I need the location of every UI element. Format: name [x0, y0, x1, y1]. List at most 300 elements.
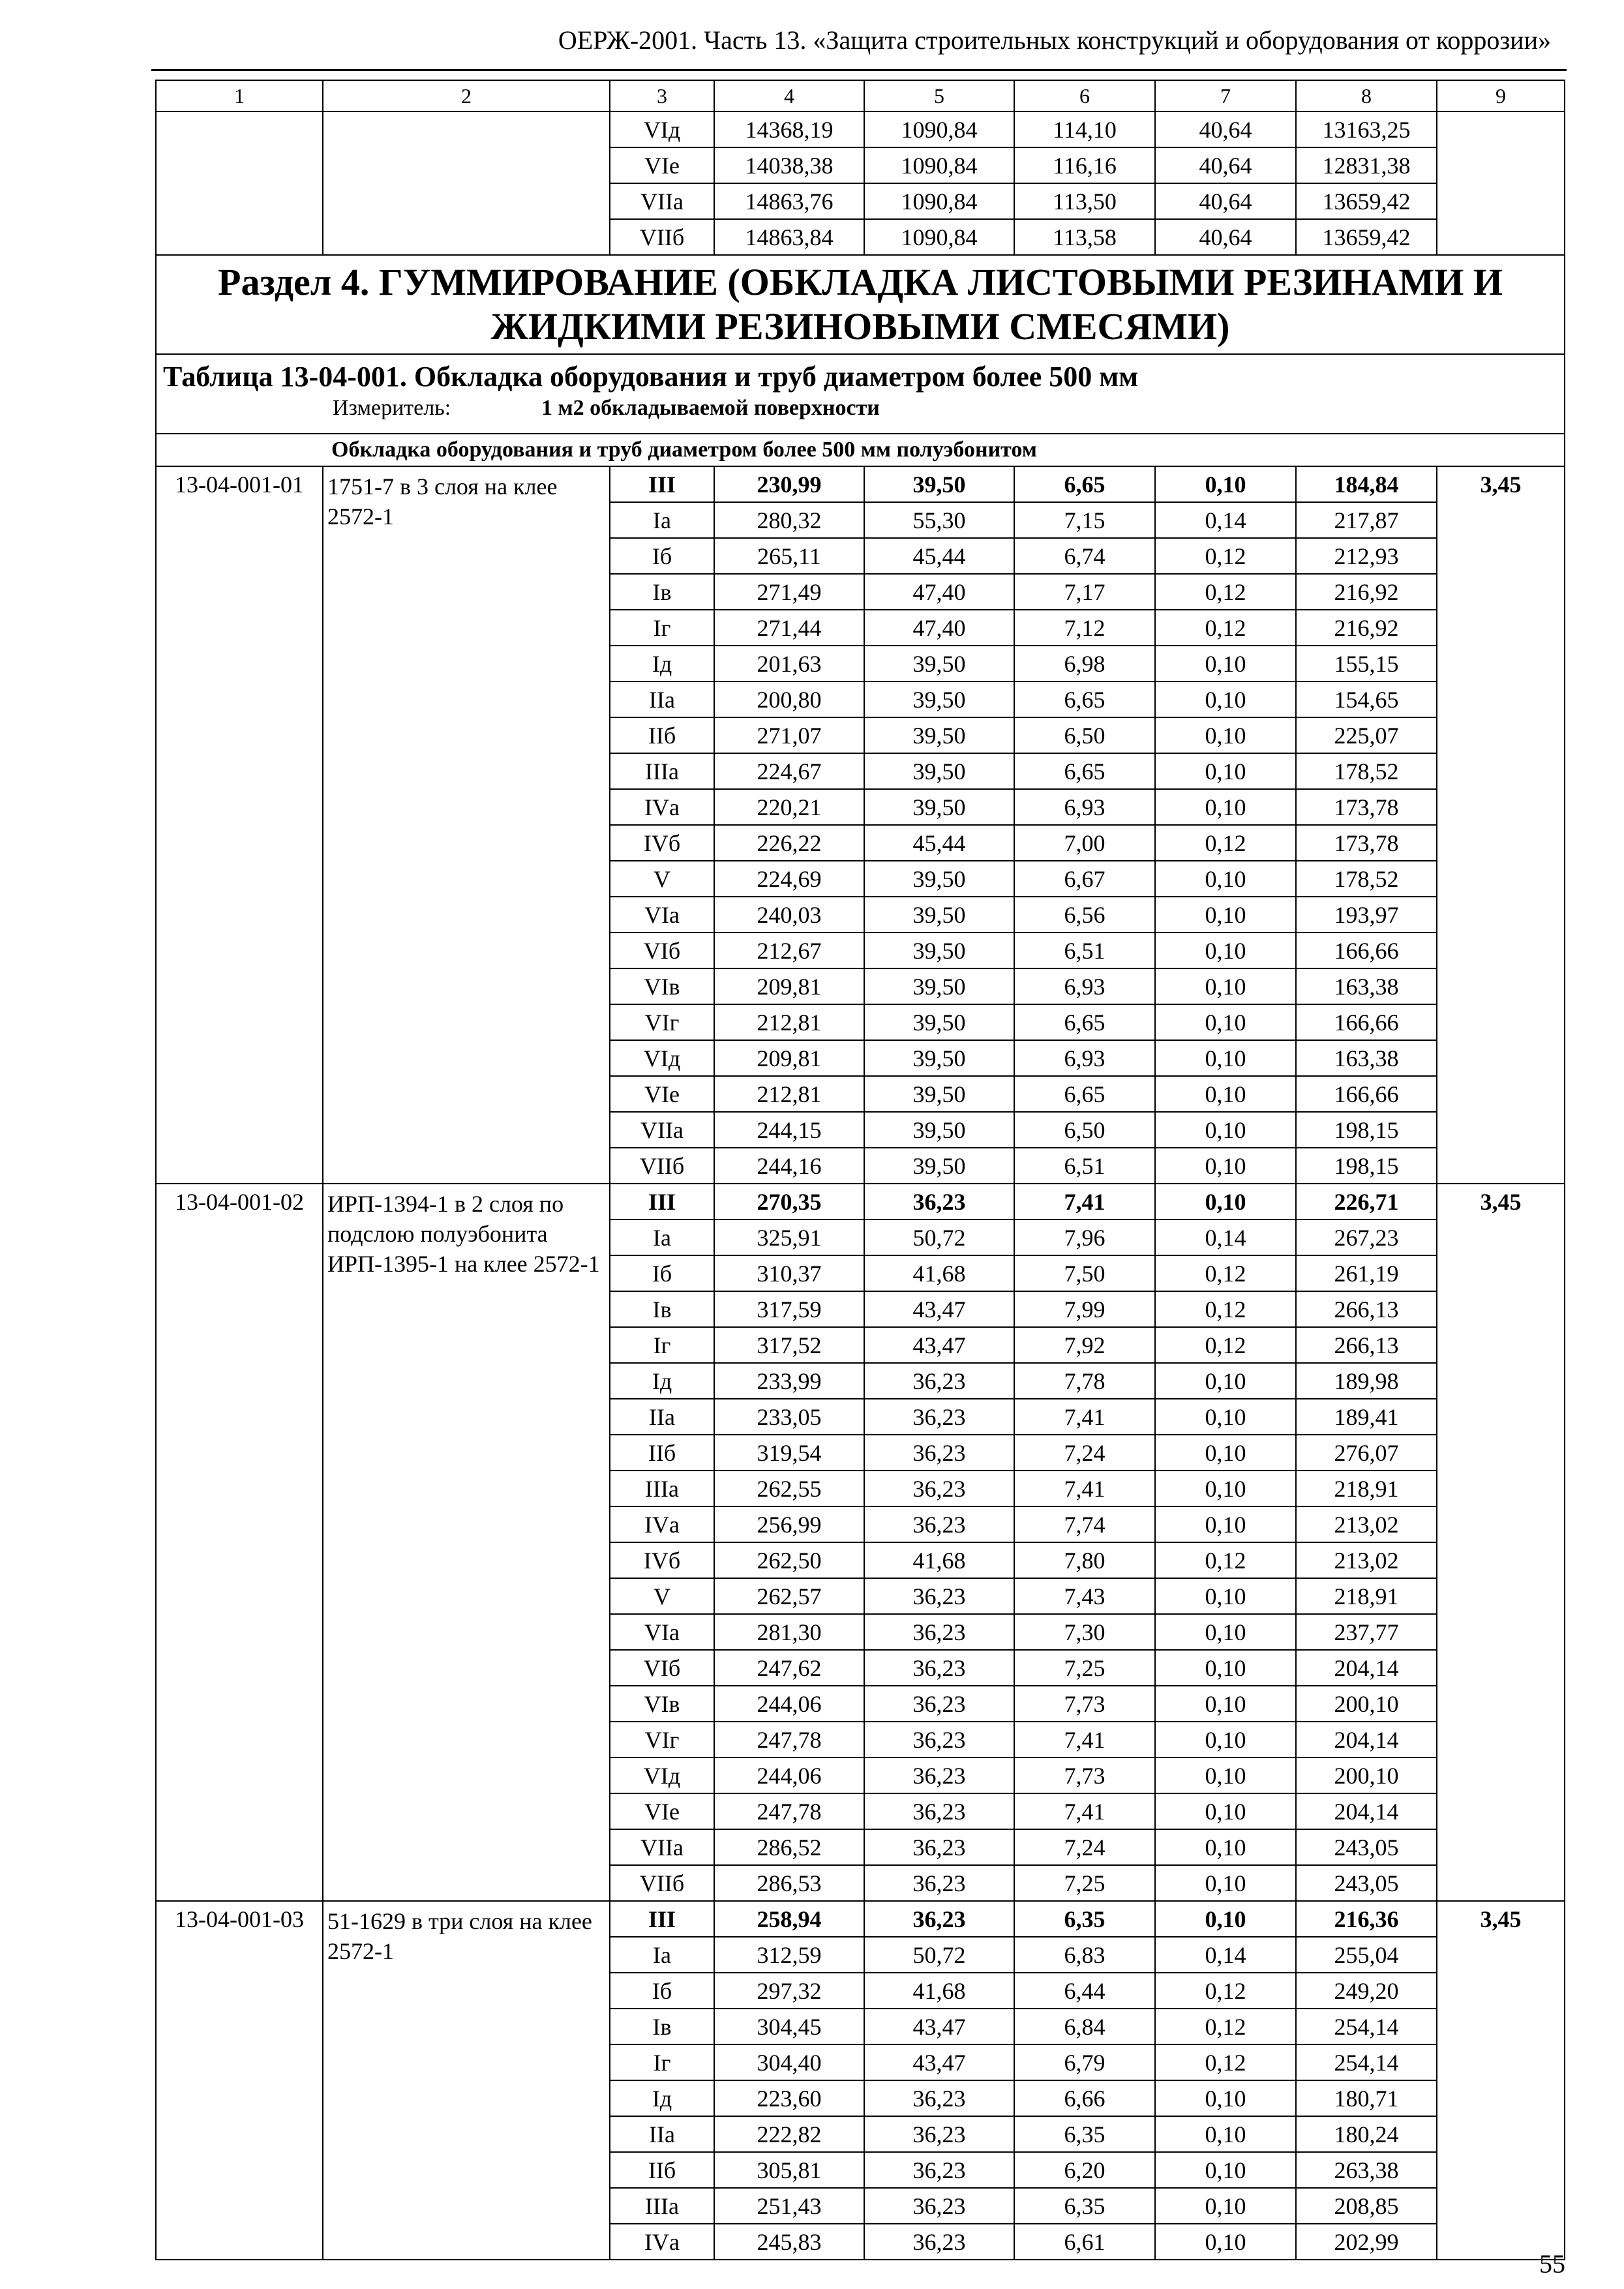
zone-cell: Iд: [610, 646, 714, 681]
value-cell: 6,79: [1014, 2044, 1155, 2080]
value-cell: 218,91: [1296, 1471, 1437, 1506]
zone-cell: VIе: [610, 147, 714, 183]
value-cell: 173,78: [1296, 825, 1437, 861]
value-cell: 6,56: [1014, 897, 1155, 933]
table-row: [156, 466, 1565, 502]
value-cell: 6,61: [1014, 2224, 1155, 2260]
value-cell: 6,50: [1014, 1112, 1155, 1148]
value-cell: 7,24: [1014, 1829, 1155, 1865]
value-cell: 0,10: [1155, 1435, 1296, 1471]
table-title-row: [156, 354, 1565, 434]
item-description: 1751-7 в 3 слоя на клее 2572-1: [323, 466, 610, 1184]
zone-cell: VIд: [610, 1758, 714, 1793]
empty-code-cell: [156, 112, 323, 255]
value-cell: 36,23: [864, 1506, 1014, 1542]
value-cell: 36,23: [864, 1722, 1014, 1758]
value-cell: 184,84: [1296, 466, 1437, 502]
value-cell: 198,15: [1296, 1148, 1437, 1184]
header-rule: [151, 69, 1567, 71]
value-cell: 262,57: [714, 1578, 864, 1614]
value-cell: 40,64: [1155, 112, 1296, 147]
value-cell: 0,10: [1155, 1004, 1296, 1040]
value-cell: 233,99: [714, 1363, 864, 1399]
value-cell: 0,14: [1155, 1937, 1296, 1973]
value-cell: 0,10: [1155, 1148, 1296, 1184]
column-number: 7: [1155, 80, 1296, 112]
value-cell: 0,10: [1155, 646, 1296, 681]
value-cell: 166,66: [1296, 933, 1437, 968]
continuation-row: [156, 112, 1565, 147]
value-cell: 36,23: [864, 1829, 1014, 1865]
value-cell: 6,65: [1014, 1076, 1155, 1112]
zone-cell: III: [610, 466, 714, 502]
value-cell: 113,58: [1014, 219, 1155, 255]
value-cell: 317,59: [714, 1291, 864, 1327]
value-cell: 0,10: [1155, 2116, 1296, 2152]
value-cell: 244,16: [714, 1148, 864, 1184]
value-cell: 325,91: [714, 1219, 864, 1255]
value-cell: 244,15: [714, 1112, 864, 1148]
value-cell: 36,23: [864, 2152, 1014, 2188]
value-cell: 217,87: [1296, 502, 1437, 538]
value-cell: 0,10: [1155, 1112, 1296, 1148]
value-cell: 230,99: [714, 466, 864, 502]
zone-cell: Iг: [610, 2044, 714, 2080]
value-cell: 36,23: [864, 1901, 1014, 1937]
value-cell: 209,81: [714, 968, 864, 1004]
value-cell: 201,63: [714, 646, 864, 681]
value-cell: 224,67: [714, 753, 864, 789]
value-cell: 6,35: [1014, 2116, 1155, 2152]
value-cell: 0,10: [1155, 1865, 1296, 1901]
value-cell: 189,98: [1296, 1363, 1437, 1399]
value-cell: 178,52: [1296, 753, 1437, 789]
value-cell: 310,37: [714, 1255, 864, 1291]
zone-cell: IIа: [610, 2116, 714, 2152]
zone-cell: IVб: [610, 1542, 714, 1578]
value-cell: 266,13: [1296, 1291, 1437, 1327]
value-cell: 43,47: [864, 1327, 1014, 1363]
value-cell: 36,23: [864, 1578, 1014, 1614]
zone-cell: VIа: [610, 1614, 714, 1650]
value-cell: 39,50: [864, 789, 1014, 825]
value-cell: 212,67: [714, 933, 864, 968]
value-cell: 7,80: [1014, 1542, 1155, 1578]
value-cell: 7,24: [1014, 1435, 1155, 1471]
value-cell: 6,51: [1014, 933, 1155, 968]
value-cell: 40,64: [1155, 219, 1296, 255]
value-cell: 36,23: [864, 2080, 1014, 2116]
value-cell: 247,78: [714, 1722, 864, 1758]
value-cell: 0,10: [1155, 753, 1296, 789]
zone-cell: Iб: [610, 1255, 714, 1291]
value-cell: 212,81: [714, 1076, 864, 1112]
value-cell: 0,12: [1155, 610, 1296, 646]
value-cell: 39,50: [864, 1112, 1014, 1148]
zone-cell: VIе: [610, 1793, 714, 1829]
value-cell: 256,99: [714, 1506, 864, 1542]
value-cell: 6,66: [1014, 2080, 1155, 2116]
value-cell: 261,19: [1296, 1255, 1437, 1291]
item-code: 13-04-001-01: [156, 466, 323, 1184]
value-cell: 6,65: [1014, 753, 1155, 789]
item-description: ИРП-1394-1 в 2 слоя по подслою полуэбонита ИРП-1395-1 на клее 2572-1: [323, 1184, 610, 1901]
value-cell: 244,06: [714, 1686, 864, 1722]
value-cell: 222,82: [714, 2116, 864, 2152]
zone-cell: Iб: [610, 1973, 714, 2009]
column-number: 4: [714, 80, 864, 112]
value-cell: 0,10: [1155, 1471, 1296, 1506]
value-cell: 6,44: [1014, 1973, 1155, 2009]
value-cell: 263,38: [1296, 2152, 1437, 2188]
value-cell: 36,23: [864, 1435, 1014, 1471]
value-cell: 7,25: [1014, 1650, 1155, 1686]
page-number: 55: [1539, 2249, 1565, 2279]
value-cell: 40,64: [1155, 183, 1296, 219]
empty-description-cell: [323, 112, 610, 255]
value-cell: 267,23: [1296, 1219, 1437, 1255]
value-cell: 40,64: [1155, 147, 1296, 183]
value-cell: 226,22: [714, 825, 864, 861]
value-cell: 254,14: [1296, 2009, 1437, 2044]
value-cell: 43,47: [864, 2009, 1014, 2044]
value-cell: 6,20: [1014, 2152, 1155, 2188]
value-cell: 7,41: [1014, 1399, 1155, 1435]
value-cell: 225,07: [1296, 717, 1437, 753]
zone-cell: IIIа: [610, 1471, 714, 1506]
empty-col9-cell: [1437, 112, 1565, 255]
value-cell: 6,98: [1014, 646, 1155, 681]
item-col9: 3,45: [1437, 1901, 1565, 2260]
value-cell: 266,13: [1296, 1327, 1437, 1363]
zone-cell: V: [610, 1578, 714, 1614]
measure-label: Измеритель:: [333, 396, 451, 420]
zone-cell: IVб: [610, 825, 714, 861]
zone-cell: VIб: [610, 1650, 714, 1686]
value-cell: 39,50: [864, 466, 1014, 502]
zone-cell: IVа: [610, 1506, 714, 1542]
value-cell: 262,50: [714, 1542, 864, 1578]
value-cell: 0,10: [1155, 933, 1296, 968]
zone-cell: VIIа: [610, 1112, 714, 1148]
value-cell: 0,10: [1155, 2224, 1296, 2260]
zone-cell: IIа: [610, 1399, 714, 1435]
value-cell: 50,72: [864, 1937, 1014, 1973]
value-cell: 209,81: [714, 1040, 864, 1076]
value-cell: 237,77: [1296, 1614, 1437, 1650]
value-cell: 304,40: [714, 2044, 864, 2080]
value-cell: 208,85: [1296, 2188, 1437, 2224]
value-cell: 114,10: [1014, 112, 1155, 147]
value-cell: 166,66: [1296, 1076, 1437, 1112]
value-cell: 213,02: [1296, 1542, 1437, 1578]
item-col9: 3,45: [1437, 1184, 1565, 1901]
value-cell: 312,59: [714, 1937, 864, 1973]
value-cell: 154,65: [1296, 681, 1437, 717]
zone-cell: VIIб: [610, 219, 714, 255]
zone-cell: Iа: [610, 1937, 714, 1973]
value-cell: 0,10: [1155, 1578, 1296, 1614]
value-cell: 173,78: [1296, 789, 1437, 825]
zone-cell: IIб: [610, 2152, 714, 2188]
value-cell: 39,50: [864, 1040, 1014, 1076]
value-cell: 39,50: [864, 968, 1014, 1004]
value-cell: 249,20: [1296, 1973, 1437, 2009]
item-code: 13-04-001-02: [156, 1184, 323, 1901]
measure-value: 1 м2 обкладываемой поверхности: [541, 396, 880, 420]
value-cell: 0,10: [1155, 861, 1296, 897]
value-cell: 0,12: [1155, 1542, 1296, 1578]
value-cell: 1090,84: [864, 112, 1014, 147]
zone-cell: Iа: [610, 1219, 714, 1255]
value-cell: 0,10: [1155, 1901, 1296, 1937]
value-cell: 6,83: [1014, 1937, 1155, 1973]
value-cell: 36,23: [864, 1686, 1014, 1722]
value-cell: 0,12: [1155, 538, 1296, 574]
value-cell: 204,14: [1296, 1793, 1437, 1829]
value-cell: 113,50: [1014, 183, 1155, 219]
value-cell: 243,05: [1296, 1865, 1437, 1901]
zone-cell: Iб: [610, 538, 714, 574]
value-cell: 39,50: [864, 897, 1014, 933]
value-cell: 216,36: [1296, 1901, 1437, 1937]
value-cell: 1090,84: [864, 147, 1014, 183]
value-cell: 216,92: [1296, 610, 1437, 646]
value-cell: 39,50: [864, 681, 1014, 717]
table-title: Таблица 13-04-001. Обкладка оборудования и труб диаметром более 500 мм: [163, 361, 1139, 393]
zone-cell: IIб: [610, 1435, 714, 1471]
value-cell: 223,60: [714, 2080, 864, 2116]
value-cell: 254,14: [1296, 2044, 1437, 2080]
value-cell: 50,72: [864, 1219, 1014, 1255]
value-cell: 0,10: [1155, 1686, 1296, 1722]
value-cell: 6,84: [1014, 2009, 1155, 2044]
value-cell: 36,23: [864, 1793, 1014, 1829]
value-cell: 200,80: [714, 681, 864, 717]
value-cell: 224,69: [714, 861, 864, 897]
value-cell: 220,21: [714, 789, 864, 825]
value-cell: 7,50: [1014, 1255, 1155, 1291]
value-cell: 0,10: [1155, 1829, 1296, 1865]
value-cell: 304,45: [714, 2009, 864, 2044]
zone-cell: III: [610, 1184, 714, 1219]
value-cell: 0,12: [1155, 1327, 1296, 1363]
value-cell: 6,35: [1014, 2188, 1155, 2224]
value-cell: 6,93: [1014, 968, 1155, 1004]
value-cell: 163,38: [1296, 1040, 1437, 1076]
value-cell: 36,23: [864, 1650, 1014, 1686]
value-cell: 0,10: [1155, 1758, 1296, 1793]
value-cell: 6,67: [1014, 861, 1155, 897]
value-cell: 7,41: [1014, 1471, 1155, 1506]
value-cell: 0,10: [1155, 466, 1296, 502]
value-cell: 14038,38: [714, 147, 864, 183]
value-cell: 55,30: [864, 502, 1014, 538]
value-cell: 180,71: [1296, 2080, 1437, 2116]
value-cell: 0,10: [1155, 681, 1296, 717]
value-cell: 47,40: [864, 610, 1014, 646]
value-cell: 0,10: [1155, 1363, 1296, 1399]
column-number: 3: [610, 80, 714, 112]
value-cell: 0,10: [1155, 1040, 1296, 1076]
value-cell: 6,74: [1014, 538, 1155, 574]
value-cell: 281,30: [714, 1614, 864, 1650]
column-number-row: [156, 80, 1565, 112]
zone-cell: VIг: [610, 1004, 714, 1040]
value-cell: 0,10: [1155, 1506, 1296, 1542]
value-cell: 14863,84: [714, 219, 864, 255]
value-cell: 0,10: [1155, 1650, 1296, 1686]
zone-cell: VIв: [610, 968, 714, 1004]
value-cell: 7,74: [1014, 1506, 1155, 1542]
value-cell: 0,14: [1155, 1219, 1296, 1255]
value-cell: 258,94: [714, 1901, 864, 1937]
zone-cell: VIIб: [610, 1865, 714, 1901]
column-number: 2: [323, 80, 610, 112]
value-cell: 6,65: [1014, 1004, 1155, 1040]
value-cell: 0,12: [1155, 2009, 1296, 2044]
value-cell: 317,52: [714, 1327, 864, 1363]
value-cell: 36,23: [864, 1614, 1014, 1650]
value-cell: 36,23: [864, 1758, 1014, 1793]
table-row: [156, 1184, 1565, 1219]
value-cell: 213,02: [1296, 1506, 1437, 1542]
value-cell: 297,32: [714, 1973, 864, 2009]
value-cell: 240,03: [714, 897, 864, 933]
value-cell: 202,99: [1296, 2224, 1437, 2260]
value-cell: 6,93: [1014, 789, 1155, 825]
value-cell: 286,52: [714, 1829, 864, 1865]
subsection-title: Обкладка оборудования и труб диаметром более 500 мм полуэбонитом: [156, 434, 1565, 466]
section-heading-row: [156, 255, 1565, 354]
value-cell: 36,23: [864, 2224, 1014, 2260]
value-cell: 36,23: [864, 2116, 1014, 2152]
value-cell: 180,24: [1296, 2116, 1437, 2152]
value-cell: 216,92: [1296, 574, 1437, 610]
value-cell: 1090,84: [864, 183, 1014, 219]
value-cell: 0,12: [1155, 825, 1296, 861]
value-cell: 245,83: [714, 2224, 864, 2260]
value-cell: 6,65: [1014, 681, 1155, 717]
value-cell: 41,68: [864, 1973, 1014, 2009]
zone-cell: VIд: [610, 1040, 714, 1076]
value-cell: 193,97: [1296, 897, 1437, 933]
zone-cell: VIг: [610, 1722, 714, 1758]
value-cell: 7,92: [1014, 1327, 1155, 1363]
value-cell: 265,11: [714, 538, 864, 574]
zone-cell: Iа: [610, 502, 714, 538]
value-cell: 0,12: [1155, 2044, 1296, 2080]
value-cell: 243,05: [1296, 1829, 1437, 1865]
value-cell: 39,50: [864, 1076, 1014, 1112]
value-cell: 233,05: [714, 1399, 864, 1435]
value-cell: 7,41: [1014, 1184, 1155, 1219]
zone-cell: Iг: [610, 610, 714, 646]
value-cell: 39,50: [864, 753, 1014, 789]
zone-cell: VIIа: [610, 1829, 714, 1865]
value-cell: 7,41: [1014, 1722, 1155, 1758]
value-cell: 0,10: [1155, 1184, 1296, 1219]
value-cell: 280,32: [714, 502, 864, 538]
zone-cell: III: [610, 1901, 714, 1937]
value-cell: 6,50: [1014, 717, 1155, 753]
value-cell: 7,00: [1014, 825, 1155, 861]
value-cell: 36,23: [864, 1363, 1014, 1399]
value-cell: 7,12: [1014, 610, 1155, 646]
value-cell: 13163,25: [1296, 112, 1437, 147]
value-cell: 0,10: [1155, 968, 1296, 1004]
value-cell: 6,93: [1014, 1040, 1155, 1076]
value-cell: 198,15: [1296, 1112, 1437, 1148]
value-cell: 43,47: [864, 1291, 1014, 1327]
value-cell: 6,35: [1014, 1901, 1155, 1937]
zone-cell: Iв: [610, 1291, 714, 1327]
value-cell: 116,16: [1014, 147, 1155, 183]
value-cell: 212,93: [1296, 538, 1437, 574]
zone-cell: Iв: [610, 574, 714, 610]
value-cell: 36,23: [864, 2188, 1014, 2224]
value-cell: 6,65: [1014, 466, 1155, 502]
zone-cell: VIд: [610, 112, 714, 147]
value-cell: 247,62: [714, 1650, 864, 1686]
value-cell: 14863,76: [714, 183, 864, 219]
value-cell: 305,81: [714, 2152, 864, 2188]
value-cell: 7,30: [1014, 1614, 1155, 1650]
value-cell: 7,17: [1014, 574, 1155, 610]
value-cell: 0,10: [1155, 2080, 1296, 2116]
value-cell: 204,14: [1296, 1722, 1437, 1758]
value-cell: 255,04: [1296, 1937, 1437, 1973]
value-cell: 12831,38: [1296, 147, 1437, 183]
value-cell: 36,23: [864, 1471, 1014, 1506]
value-cell: 36,23: [864, 1865, 1014, 1901]
value-cell: 0,10: [1155, 1614, 1296, 1650]
value-cell: 0,10: [1155, 1076, 1296, 1112]
value-cell: 200,10: [1296, 1686, 1437, 1722]
column-number: 8: [1296, 80, 1437, 112]
value-cell: 218,91: [1296, 1578, 1437, 1614]
value-cell: 39,50: [864, 1004, 1014, 1040]
value-cell: 200,10: [1296, 1758, 1437, 1793]
value-cell: 41,68: [864, 1542, 1014, 1578]
value-cell: 0,10: [1155, 717, 1296, 753]
value-cell: 270,35: [714, 1184, 864, 1219]
zone-cell: Iг: [610, 1327, 714, 1363]
value-cell: 36,23: [864, 1184, 1014, 1219]
table-body: [156, 80, 1565, 2260]
zone-cell: IIа: [610, 681, 714, 717]
value-cell: 212,81: [714, 1004, 864, 1040]
value-cell: 7,43: [1014, 1578, 1155, 1614]
value-cell: 247,78: [714, 1793, 864, 1829]
value-cell: 276,07: [1296, 1435, 1437, 1471]
value-cell: 0,10: [1155, 1793, 1296, 1829]
zone-cell: VIа: [610, 897, 714, 933]
running-header: ОЕРЖ-2001. Часть 13. «Защита строительных конструкций и оборудования от коррозии»: [558, 25, 1551, 55]
value-cell: 36,23: [864, 1399, 1014, 1435]
column-number: 9: [1437, 80, 1565, 112]
rates-table: [155, 80, 1565, 2260]
zone-cell: VIв: [610, 1686, 714, 1722]
value-cell: 7,96: [1014, 1219, 1155, 1255]
table-title-cell: [156, 354, 1565, 434]
zone-cell: IVа: [610, 789, 714, 825]
value-cell: 7,73: [1014, 1758, 1155, 1793]
zone-cell: Iд: [610, 2080, 714, 2116]
value-cell: 7,25: [1014, 1865, 1155, 1901]
value-cell: 271,49: [714, 574, 864, 610]
subsection-row: [156, 434, 1565, 466]
